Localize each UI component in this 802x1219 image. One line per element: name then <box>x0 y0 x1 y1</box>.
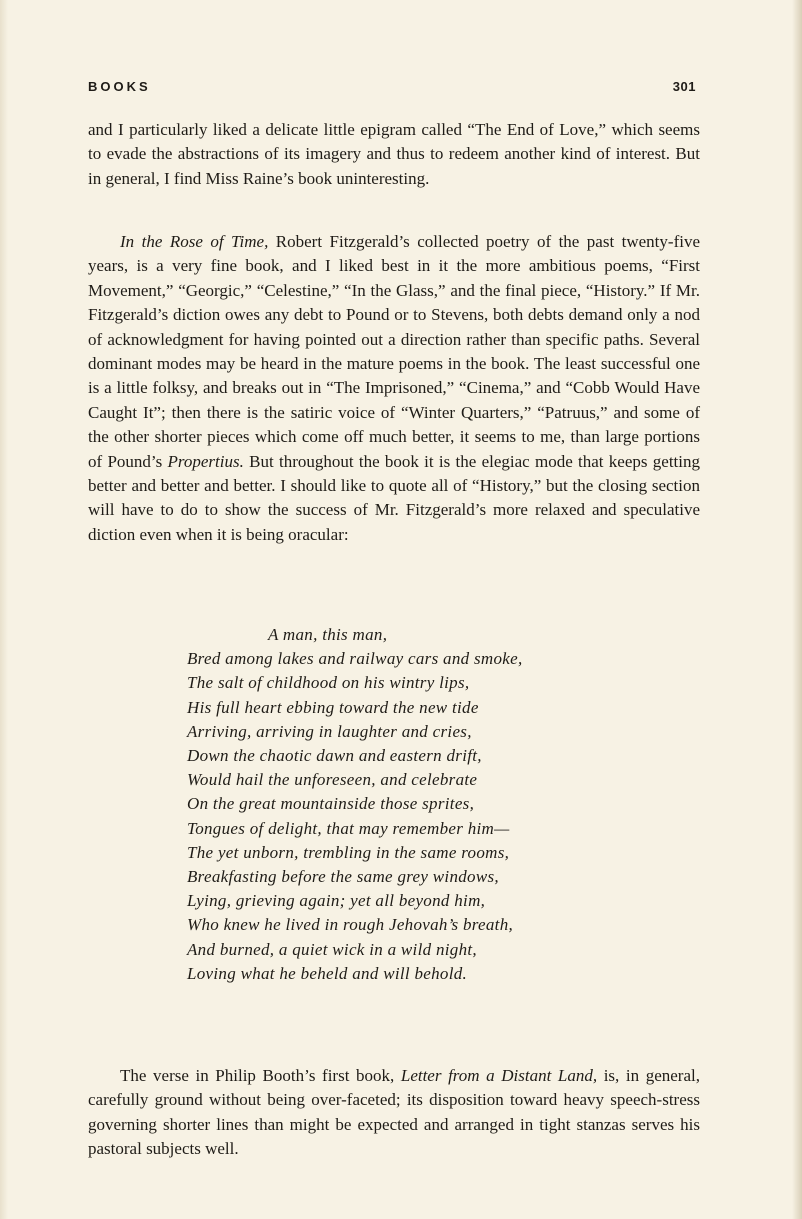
paragraph-3 <box>88 1064 700 1162</box>
poem-line: Arriving, arriving in laughter and cries, <box>187 721 472 741</box>
poem-line: Breakfasting before the same grey windows, <box>187 867 499 887</box>
poem-line: Down the chaotic dawn and eastern drift, <box>187 746 482 766</box>
poem-line: On the great mountainside those sprites, <box>187 794 475 814</box>
paragraph-3-text-b: is, in general, carefully ground without being over-faceted; its disposition toward heavy speech-stress governing shorter lines than might be expected and arranged in tight stanzas serves his pastoral subjects well. <box>88 1066 700 1159</box>
poem-line: Loving what he beheld and will behold. <box>187 963 468 983</box>
poem-line: His full heart ebbing toward the new tide <box>187 697 479 717</box>
poem-line: And burned, a quiet wick in a wild night, <box>187 939 477 959</box>
poem-line: The yet unborn, trembling in the same rooms, <box>187 842 510 862</box>
paragraph-2-text-a: Robert Fitzgerald’s collected poetry of the past twenty-five years, is a very fine book, and I liked best in it the more ambitious poems, “First Movement,” “Georgic,” “Celestine,” “In the Glass,” and the final piece, “History.” If Mr. Fitzgerald’s diction owes any debt to Pound or to Stevens, both debts demand only a nod of acknowledgment for having pointed out a direction rather than specific paths. Several dominant modes may be heard in the mature poems in the book. The least successful one is a little folksy, and breaks out in “The Imprisoned,” “Cinema,” and “Cobb Would Have Caught It”; then there is the satiric voice of “Winter Quarters,” “Patruus,” and some of the other shorter pieces which come off much better, it seems to me, than large portions of Pound’s <box>88 232 700 471</box>
book-title-letter-from-distant-land: Letter from a Distant Land, <box>400 1066 598 1085</box>
paragraph-2-text-b: But throughout the book it is the elegiac mode that keeps getting better and better and better. I should like to quote all of “History,” but the closing section will have to do to show the success of Mr. Fitzgerald’s more relaxed and speculative diction even when it is being oracular: <box>88 451 700 544</box>
book-title-propertius: Propertius. <box>167 451 244 471</box>
poem-line: A man, this man, <box>268 625 388 644</box>
page-number: 301 <box>672 79 696 94</box>
paragraph-1 <box>88 118 700 191</box>
poem-line: Lying, grieving again; yet all beyond him, <box>187 891 486 911</box>
page-edge-right <box>792 0 802 1219</box>
running-head <box>88 79 696 99</box>
poem-line: Bred among lakes and railway cars and smoke, <box>187 649 523 669</box>
paragraph-1-text: and I particularly liked a delicate little epigram called “The End of Love,” which seems to evade the abstractions of its imagery and thus to redeem another kind of interest. But in general, I find Miss Raine’s book uninteresting. <box>88 120 700 188</box>
poem-line: Who knew he lived in rough Jehovah’s breath, <box>187 915 514 935</box>
poem-line: Tongues of delight, that may remember him— <box>187 818 510 838</box>
paragraph-3-text-a: The verse in Philip Booth’s first book, <box>120 1066 401 1085</box>
page-edge-left <box>0 0 8 1219</box>
poem-line: Would hail the unforeseen, and celebrate <box>187 770 478 790</box>
book-title-rose-of-time: In the Rose of Time, <box>120 232 269 251</box>
poem-line: The salt of childhood on his wintry lips, <box>187 673 470 693</box>
poem-quotation <box>187 623 667 986</box>
paragraph-2 <box>88 230 700 547</box>
section-title: BOOKS <box>88 79 151 94</box>
